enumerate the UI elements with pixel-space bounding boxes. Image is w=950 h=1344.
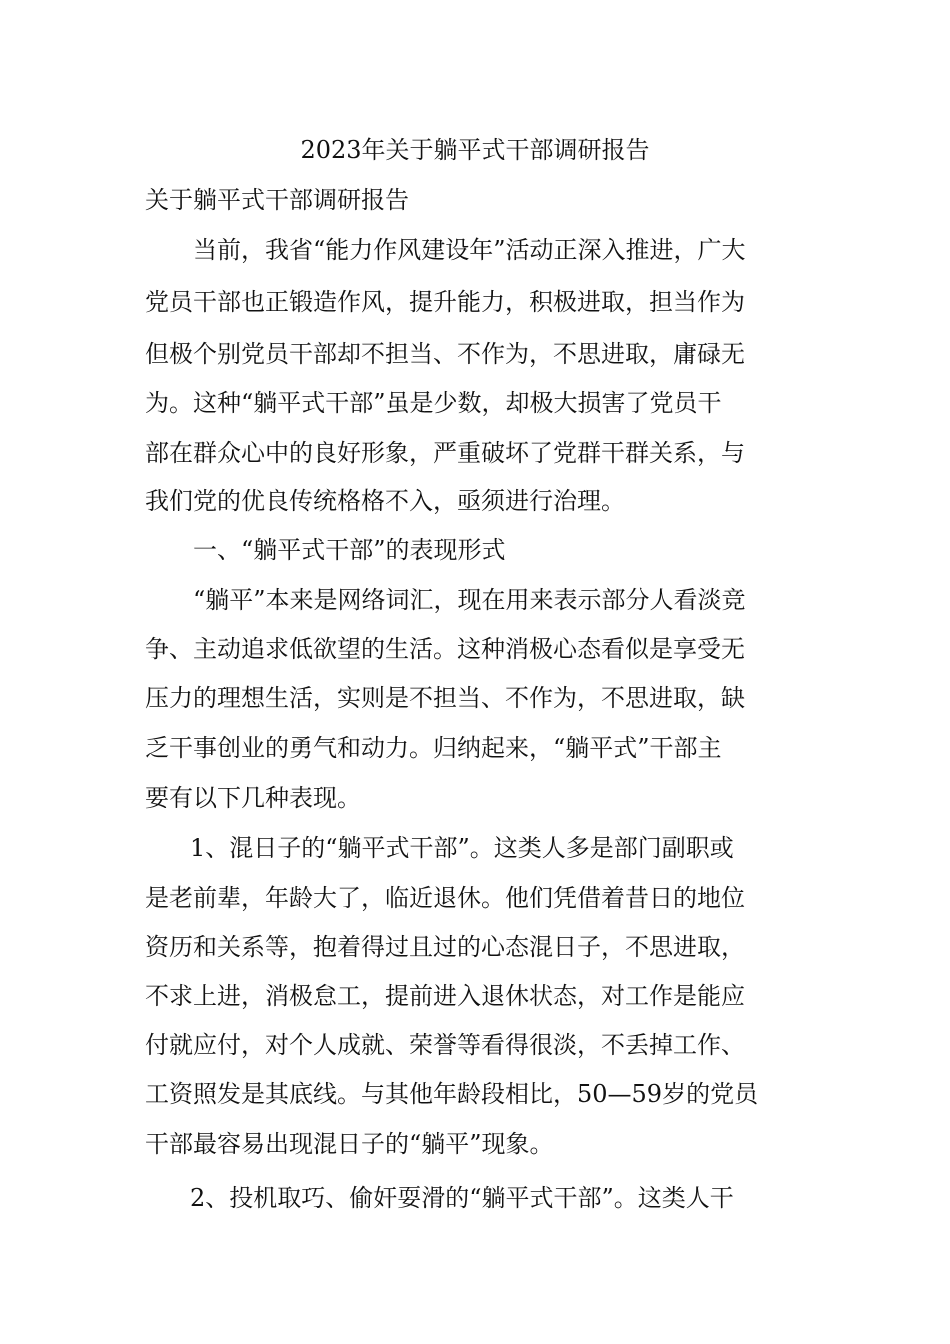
paragraph-line: 压力的理想生活，实则是不担当、不作为，不思进取，缺	[145, 684, 745, 712]
paragraph-line: “躺平”本来是网络词汇，现在用来表示部分人看淡竞	[193, 586, 746, 614]
paragraph-line: 1、混日子的“躺平式干部”。这类人多是部门副职或	[190, 834, 734, 862]
paragraph-line: 2、投机取巧、偷奸耍滑的“躺平式干部”。这类人干	[190, 1184, 734, 1212]
paragraph-line: 工资照发是其底线。与其他年龄段相比，50—59岁的党员	[145, 1080, 759, 1108]
document-subtitle: 关于躺平式干部调研报告	[145, 186, 409, 214]
section-heading: 一、“躺平式干部”的表现形式	[193, 536, 506, 564]
paragraph-line: 当前，我省“能力作风建设年”活动正深入推进，广大	[193, 236, 746, 264]
paragraph-line: 不求上进，消极怠工，提前进入退休状态，对工作是能应	[145, 982, 745, 1010]
paragraph-line: 争、主动追求低欲望的生活。这种消极心态看似是享受无	[145, 635, 745, 663]
paragraph-line: 要有以下几种表现。	[145, 784, 361, 812]
paragraph-line: 为。这种“躺平式干部”虽是少数，却极大损害了党员干	[145, 389, 722, 417]
paragraph-line: 我们党的优良传统格格不入，亟须进行治理。	[145, 487, 625, 515]
paragraph-line: 是老前辈，年龄大了，临近退休。他们凭借着昔日的地位	[145, 884, 745, 912]
paragraph-line: 乏干事创业的勇气和动力。归纳起来，“躺平式”干部主	[145, 734, 722, 762]
paragraph-line: 部在群众心中的良好形象，严重破坏了党群干群关系，与	[145, 439, 745, 467]
paragraph-line: 党员干部也正锻造作风，提升能力，积极进取，担当作为	[145, 288, 745, 316]
paragraph-line: 干部最容易出现混日子的“躺平”现象。	[145, 1130, 554, 1158]
document-title: 2023年关于躺平式干部调研报告	[300, 136, 650, 164]
paragraph-line: 付就应付，对个人成就、荣誉等看得很淡，不丢掉工作、	[145, 1031, 745, 1059]
paragraph-line: 但极个别党员干部却不担当、不作为，不思进取，庸碌无	[145, 340, 745, 368]
paragraph-line: 资历和关系等，抱着得过且过的心态混日子，不思进取，	[145, 933, 745, 961]
